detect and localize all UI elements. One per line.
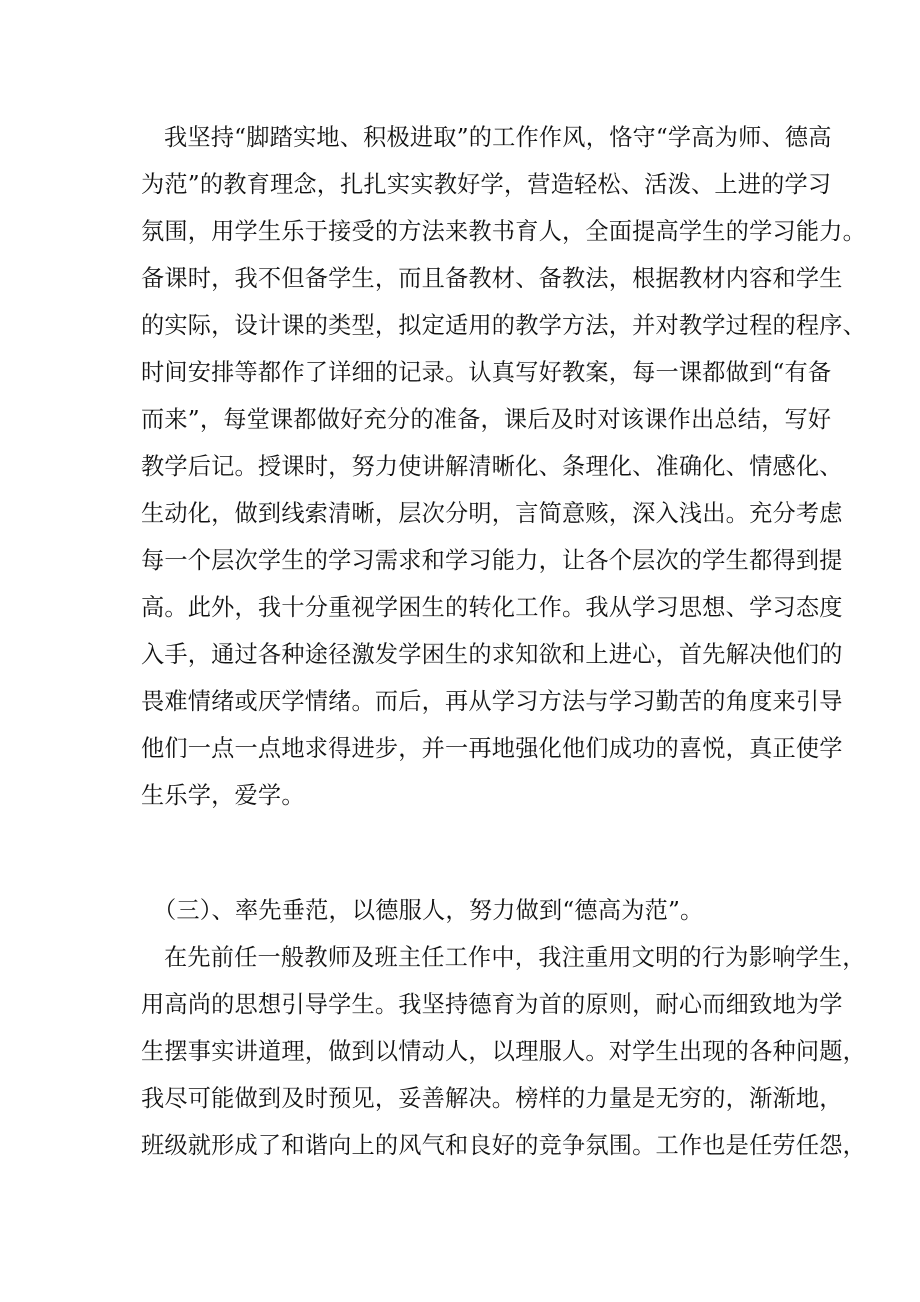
text-line: 的实际，设计课的类型，拟定适用的教学方法，并对教学过程的程序、 — [141, 312, 867, 339]
text-line: 而来”，每堂课都做好充分的准备，课后及时对该课作出总结，写好 — [141, 406, 832, 433]
text-line: 氛围，用学生乐于接受的方法来教书育人，全面提高学生的学习能力。 — [141, 218, 867, 245]
text-line: 我尽可能做到及时预见，妥善解决。榜样的力量是无穷的，渐渐地， — [141, 1085, 843, 1112]
text-line: 他们一点一点地求得进步，并一再地强化他们成功的喜悦，真正使学 — [141, 735, 843, 762]
text-line: 在先前任一般教师及班主任工作中，我注重用文明的行为影响学生， — [164, 944, 866, 971]
text-line: 高。此外，我十分重视学困生的转化工作。我从学习思想、学习态度 — [141, 594, 843, 621]
text-line: 生动化，做到线索清晰，层次分明，言简意赅，深入浅出。充分考虑 — [141, 500, 843, 527]
text-line: 生乐学，爱学。 — [141, 782, 305, 809]
text-line: 每一个层次学生的学习需求和学习能力，让各个层次的学生都得到提 — [141, 547, 843, 574]
text-line: 班级就形成了和谐向上的风气和良好的竞争氛围。工作也是任劳任怨， — [141, 1132, 867, 1159]
section-heading: （三）、率先垂范，以德服人，努力做到“德高为范”。 — [153, 897, 704, 924]
text-line: 为范”的教育理念，扎扎实实教好学，营造轻松、活泼、上进的学习 — [141, 171, 832, 198]
text-line: 入手，通过各种途径激发学困生的求知欲和上进心，首先解决他们的 — [141, 641, 843, 668]
text-line: 教学后记。授课时，努力使讲解清晰化、条理化、准确化、情感化、 — [141, 453, 843, 480]
text-line: 生摆事实讲道理，做到以情动人，以理服人。对学生出现的各种问题， — [141, 1038, 867, 1065]
text-line: 我坚持“脚踏实地、积极进取”的工作作风，恪守“学高为师、德高 — [164, 124, 832, 151]
text-line: 用高尚的思想引导学生。我坚持德育为首的原则，耐心而细致地为学 — [141, 991, 843, 1018]
text-line: 时间安排等都作了详细的记录。认真写好教案，每一课都做到“有备 — [141, 359, 832, 386]
text-line: 备课时，我不但备学生，而且备教材、备教法，根据教材内容和学生 — [141, 265, 843, 292]
text-line: 畏难情绪或厌学情绪。而后，再从学习方法与学习勤苦的角度来引导 — [141, 688, 843, 715]
